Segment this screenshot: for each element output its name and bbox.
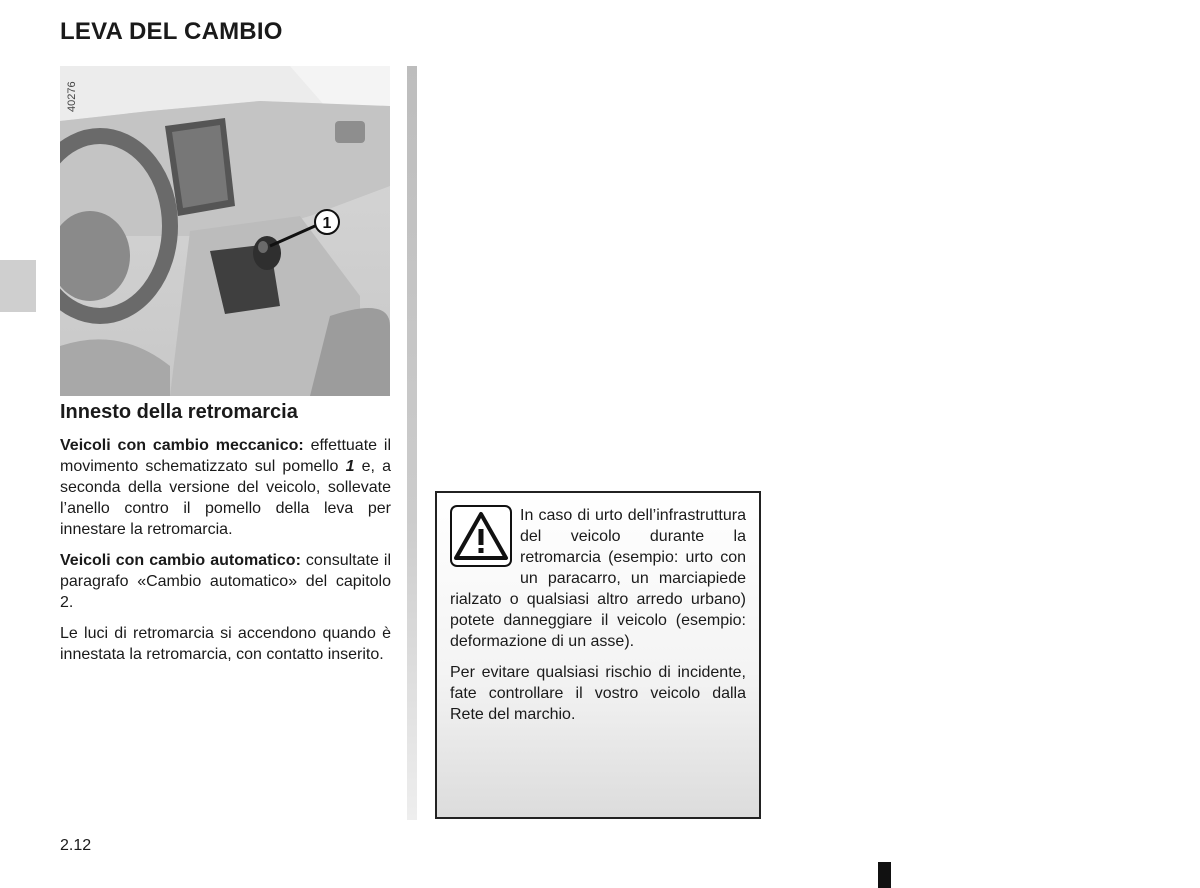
body-text	[60, 435, 391, 675]
section-heading: Innesto della retromarcia	[60, 401, 298, 423]
column-divider-bar	[407, 66, 417, 820]
gear-lever-illustration	[60, 66, 390, 396]
warning-paragraph-1: In caso di urto dell’infrastruttura del veicolo durante la retromarcia (esempio: urto con un paracarro, un marciapiede rialzato o qualsiasi altro arredo urbano) potete danneggiare il veicolo (esempio: deformazione di un asse).	[450, 507, 746, 650]
paragraph-manual-lead: Veicoli con cambio meccanico:	[60, 437, 304, 454]
paragraph-manual	[60, 435, 391, 540]
page-corner-mark	[878, 862, 891, 888]
page-title: LEVA DEL CAMBIO	[60, 18, 283, 45]
warning-paragraph-2: Per evitare qualsiasi rischio di incidente, fate controllare il vostro veicolo dalla Rete del marchio.	[450, 664, 746, 723]
callout-label: 1	[322, 215, 332, 232]
paragraph-manual-text-a: effettuate il movimento schematizzato sul pomello	[60, 437, 391, 475]
paragraph-automatic	[60, 550, 391, 613]
chapter-tab-marker	[0, 260, 36, 312]
paragraph-reverse-lights: Le luci di retromarcia si accendono quando è innestata la retromarcia, con contatto inserito.	[60, 625, 391, 663]
dashboard-drawing	[60, 66, 390, 396]
paragraph-manual-text-b: e, a seconda della versione del veicolo, sollevate l’anello contro il pomello della leva per innestare la retromarcia.	[60, 458, 391, 538]
warning-triangle-icon	[450, 505, 512, 567]
paragraph-automatic-lead: Veicoli con cambio automatico:	[60, 552, 301, 569]
paragraph-automatic-text: consultate il paragrafo «Cambio automatico» del capitolo 2.	[60, 552, 391, 611]
knob-reference: 1	[345, 458, 355, 475]
warning-box	[435, 491, 761, 819]
page-number: 2.12	[60, 837, 92, 854]
illustration-code: 40276	[66, 81, 78, 112]
